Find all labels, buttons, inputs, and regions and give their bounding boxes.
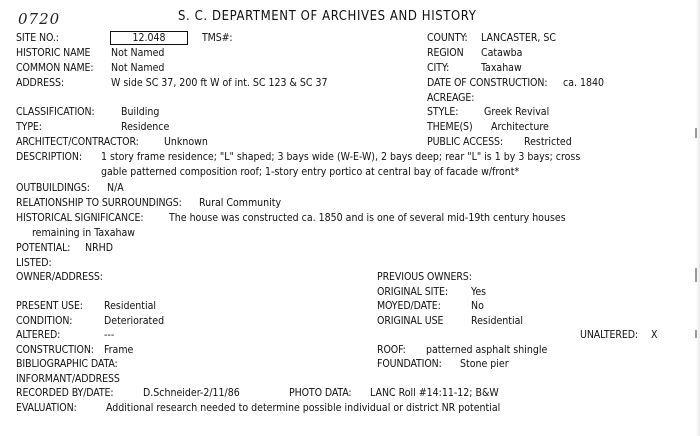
altered-label: ALTERED:: [16, 329, 61, 341]
foundation-value: Stone pier: [460, 358, 509, 370]
photo-data-value: LANC Roll #14:11-12; B&W: [370, 387, 499, 399]
construction-label: CONSTRUCTION:: [16, 344, 94, 356]
original-use-label: ORIGINAL USE: [377, 315, 444, 327]
type-label: TYPE:: [16, 121, 42, 133]
address-value: W side SC 37, 200 ft W of int. SC 123 & SC 37: [111, 77, 328, 89]
architect-value: Unknown: [164, 136, 208, 148]
relationship-value: Rural Community: [199, 197, 282, 209]
region-value: Catawba: [481, 47, 523, 59]
public-access-value: Restricted: [524, 136, 572, 148]
original-site-value: Yes: [471, 286, 487, 298]
themes-label: THEME(S): [427, 121, 473, 133]
city-label: CITY:: [427, 62, 450, 74]
original-site-label: ORIGINAL SITE:: [377, 286, 448, 298]
unaltered-value: X: [651, 329, 658, 341]
present-use-value: Residential: [104, 300, 156, 312]
historic-name-value: Not Named: [111, 47, 165, 59]
previous-owners-label: PREVIOUS OWNERS:: [377, 271, 472, 283]
county-value: LANCASTER, SC: [481, 32, 556, 44]
foundation-label: FOUNDATION:: [377, 358, 442, 370]
evaluation-value: Additional research needed to determine possible individual or district NR potential: [106, 402, 501, 414]
handwritten-number: 0720: [18, 10, 61, 28]
potential-label: POTENTIAL:: [16, 242, 71, 254]
type-value: Residence: [121, 121, 170, 133]
relationship-label: RELATIONSHIP TO SURROUNDINGS:: [16, 197, 182, 209]
description-line-1: 1 story frame residence; "L" shaped; 3 bays wide (W-E-W), 2 bays deep; rear "L" is 1 by 3 bays; cross: [101, 151, 581, 163]
classification-value: Building: [121, 106, 160, 118]
description-label: DESCRIPTION:: [16, 151, 82, 163]
moved-date-value: No: [471, 300, 484, 312]
common-name-label: COMMON NAME:: [16, 62, 94, 74]
recorded-value: D.Schneider-2/11/86: [143, 387, 240, 399]
evaluation-label: EVALUATION:: [16, 402, 77, 414]
style-label: STYLE:: [427, 106, 459, 118]
condition-label: CONDITION:: [16, 315, 73, 327]
recorded-label: RECORDED BY/DATE:: [16, 387, 114, 399]
address-label: ADDRESS:: [16, 77, 64, 89]
scan-mark: [695, 128, 697, 138]
acreage-label: ACREAGE:: [427, 92, 475, 104]
roof-label: ROOF:: [377, 344, 406, 356]
tms-label: TMS#:: [202, 32, 233, 44]
altered-value: ---: [104, 329, 115, 341]
present-use-label: PRESENT USE:: [16, 300, 83, 312]
date-construction-label: DATE OF CONSTRUCTION:: [427, 77, 548, 89]
construction-value: Frame: [104, 344, 134, 356]
description-line-2: gable patterned composition roof; 1-story entry portico at central bay of facade w/front*: [101, 166, 520, 178]
public-access-label: PUBLIC ACCESS:: [427, 136, 503, 148]
classification-label: CLASSIFICATION:: [16, 106, 95, 118]
bibliographic-label: BIBLIOGRAPHIC DATA:: [16, 358, 118, 370]
listed-label: LISTED:: [16, 257, 52, 269]
outbuildings-label: OUTBUILDINGS:: [16, 182, 90, 194]
site-no-label: SITE NO.:: [16, 32, 59, 44]
scan-mark: [695, 330, 697, 338]
common-name-value: Not Named: [111, 62, 165, 74]
condition-value: Deteriorated: [104, 315, 165, 327]
historic-name-label: HISTORIC NAME: [16, 47, 91, 59]
significance-line-2: remaining in Taxahaw: [32, 227, 135, 239]
themes-value: Architecture: [491, 121, 549, 133]
city-value: Taxahaw: [481, 62, 522, 74]
photo-data-label: PHOTO DATA:: [289, 387, 352, 399]
site-no-value: 12.048: [110, 31, 188, 45]
informant-label: INFORMANT/ADDRESS: [16, 373, 120, 385]
original-use-value: Residential: [471, 315, 523, 327]
scan-edge: [696, 0, 700, 436]
owner-address-label: OWNER/ADDRESS:: [16, 271, 103, 283]
architect-label: ARCHITECT/CONTRACTOR:: [16, 136, 139, 148]
county-label: COUNTY:: [427, 32, 468, 44]
unaltered-label: UNALTERED:: [580, 329, 638, 341]
region-label: REGION: [427, 47, 464, 59]
roof-value: patterned asphalt shingle: [426, 344, 548, 356]
significance-label: HISTORICAL SIGNIFICANCE:: [16, 212, 144, 224]
moved-date-label: MOYED/DATE:: [377, 300, 441, 312]
outbuildings-value: N/A: [107, 182, 124, 194]
scan-mark: [695, 268, 697, 282]
potential-value: NRHD: [85, 242, 114, 254]
header-title: S. C. DEPARTMENT OF ARCHIVES AND HISTORY: [178, 9, 477, 24]
style-value: Greek Revival: [484, 106, 550, 118]
significance-line-1: The house was constructed ca. 1850 and is one of several mid-19th century houses: [169, 212, 566, 224]
date-construction-value: ca. 1840: [563, 77, 605, 89]
